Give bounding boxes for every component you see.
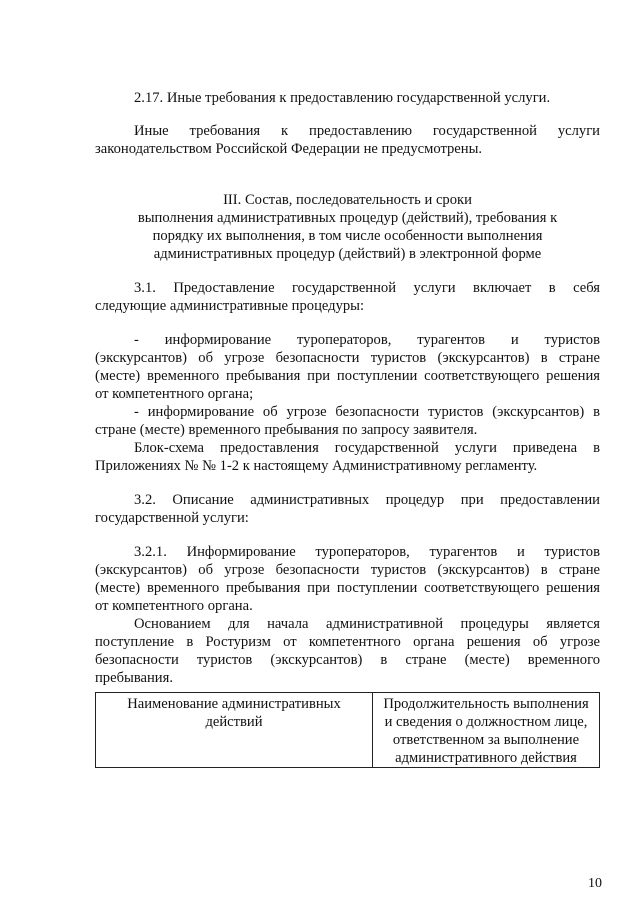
table-header-text: Продолжительность выполнения bbox=[383, 696, 589, 712]
table-header-text: действий bbox=[205, 714, 263, 730]
blockscheme-line-2: Приложениях № № 1-2 к настоящему Административному регламенту. bbox=[95, 458, 538, 474]
admin-actions-table bbox=[95, 692, 600, 768]
p321-line-4: от компетентного органа. bbox=[95, 598, 253, 614]
blockscheme-line-1: Блок-схема предоставления государственной услуги приведена в bbox=[134, 440, 600, 456]
section-217-heading: 2.17. Иные требования к предоставлению государственной услуги. bbox=[134, 90, 551, 106]
table-header-text: и сведения о должностном лице, bbox=[384, 714, 588, 730]
table-header-text: административного действия bbox=[395, 750, 577, 766]
section-217-text-line-2: законодательством Российской Федерации не предусмотрены. bbox=[95, 141, 483, 157]
table-header-row bbox=[96, 693, 600, 768]
p31-line-2: следующие административные процедуры: bbox=[95, 298, 365, 314]
table-header-cell-duration bbox=[373, 693, 600, 768]
bullet-2-line-2: стране (месте) временного пребывания по запросу заявителя. bbox=[95, 422, 478, 438]
bullet-1-line-2: (экскурсантов) об угрозе безопасности туристов (экскурсантов) в стране bbox=[95, 350, 600, 366]
basis-line-2: поступление в Ростуризм от компетентного органа решения об угрозе bbox=[95, 634, 600, 650]
section-217-text-line-1: Иные требования к предоставлению государственной услуги bbox=[134, 123, 600, 139]
p321-line-3: (месте) временного пребывания при поступлении соответствующего решения bbox=[95, 580, 600, 596]
p32-line-1: 3.2. Описание административных процедур при предоставлении bbox=[134, 492, 600, 508]
bullet-2-line-1: - информирование об угрозе безопасности туристов (экскурсантов) в bbox=[134, 404, 600, 420]
table-header-text: ответственном за выполнение bbox=[392, 732, 580, 748]
section-3-heading-line-4: административных процедур (действий) в электронной форме bbox=[153, 246, 542, 262]
page-number: 10 bbox=[588, 876, 602, 891]
p32-line-2: государственной услуги: bbox=[95, 510, 249, 526]
basis-line-3: безопасности туристов (экскурсантов) в стране (месте) временного bbox=[95, 652, 600, 668]
basis-line-4: пребывания. bbox=[95, 670, 173, 686]
basis-line-1: Основанием для начала административной процедуры является bbox=[134, 616, 600, 632]
bullet-1-line-1: - информирование туроператоров, турагентов и туристов bbox=[134, 332, 600, 348]
table-header-text: Наименование административных bbox=[127, 696, 341, 712]
section-3-heading-line-3: порядку их выполнения, в том числе особенности выполнения bbox=[152, 228, 543, 244]
p321-line-1: 3.2.1. Информирование туроператоров, турагентов и туристов bbox=[134, 544, 600, 560]
p31-line-1: 3.1. Предоставление государственной услуги включает в себя bbox=[134, 280, 600, 296]
section-3-heading-line-2: выполнения административных процедур (действий), требования к bbox=[137, 210, 558, 226]
table-header-cell-actions bbox=[96, 693, 373, 768]
section-3-heading-line-1: III. Состав, последовательность и сроки bbox=[223, 192, 472, 208]
bullet-1-line-3: (месте) временного пребывания при поступлении соответствующего решения bbox=[95, 368, 600, 384]
bullet-1-line-4: от компетентного органа; bbox=[95, 386, 254, 402]
p321-line-2: (экскурсантов) об угрозе безопасности туристов (экскурсантов) в стране bbox=[95, 562, 600, 578]
